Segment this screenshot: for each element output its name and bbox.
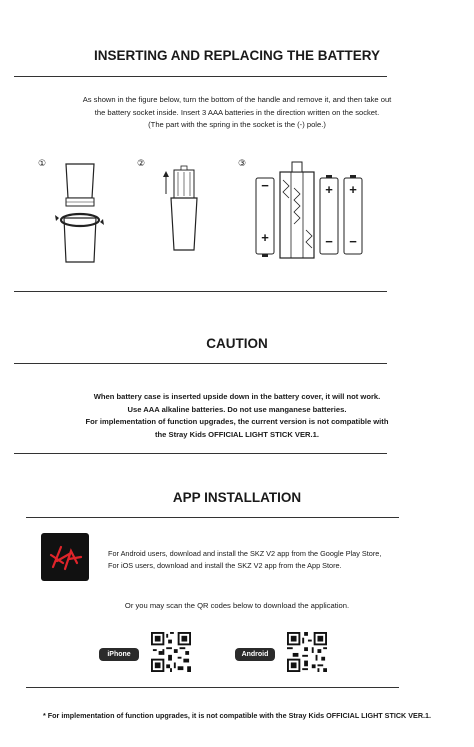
handle-removal-illustration bbox=[50, 162, 110, 266]
android-qr-code[interactable] bbox=[287, 632, 327, 672]
battery-line: the battery socket inside. Insert 3 AAA batteries in the direction written on the socket. bbox=[94, 107, 380, 117]
app-line: For Android users, download and install the SKZ V2 app from the Google Play Store, bbox=[108, 549, 382, 558]
caution-text bbox=[0, 391, 474, 441]
caution-title: CAUTION bbox=[206, 336, 268, 351]
divider bbox=[14, 76, 387, 77]
battery-title: INSERTING AND REPLACING THE BATTERY bbox=[93, 48, 380, 63]
divider bbox=[26, 517, 399, 518]
step-2-marker: ② bbox=[137, 158, 146, 168]
caution-line: the Stray Kids OFFICIAL LIGHT STICK VER.1. bbox=[155, 429, 319, 439]
caution-line: For implementation of function upgrades, the current version is not compatible with bbox=[85, 417, 389, 426]
app-title: APP INSTALLATION bbox=[172, 490, 302, 505]
minus-sign: − bbox=[349, 234, 357, 249]
app-instructions bbox=[108, 548, 381, 572]
plus-sign: + bbox=[349, 182, 357, 197]
battery-line: (The part with the spring in the socket is the (-) pole.) bbox=[148, 120, 326, 129]
divider bbox=[14, 363, 387, 364]
caution-line: When battery case is inserted upside down in the battery cover, it will not work. bbox=[93, 392, 381, 401]
iphone-qr-code[interactable] bbox=[151, 632, 191, 672]
skz-logo bbox=[41, 533, 89, 581]
plus-sign: + bbox=[261, 230, 269, 245]
minus-sign: − bbox=[261, 178, 269, 193]
battery-line: As shown in the figure below, turn the bottom of the handle and remove it, and then take out bbox=[82, 95, 392, 104]
caution-line: Use AAA alkaline batteries. Do not use manganese batteries. bbox=[127, 404, 347, 414]
qr-instruction: Or you may scan the QR codes below to download the application. bbox=[124, 601, 350, 610]
battery-instructions bbox=[0, 94, 474, 132]
socket-removal-illustration bbox=[158, 164, 206, 254]
divider bbox=[14, 453, 387, 454]
plus-sign: + bbox=[325, 182, 333, 197]
divider bbox=[14, 291, 387, 292]
android-label: Android bbox=[235, 648, 275, 661]
iphone-label: iPhone bbox=[99, 648, 139, 661]
divider bbox=[26, 687, 399, 688]
app-line: For iOS users, download and install the SKZ V2 app from the App Store. bbox=[108, 561, 342, 570]
minus-sign: − bbox=[325, 234, 333, 249]
step-1-marker: ① bbox=[38, 158, 47, 168]
step-3-marker: ③ bbox=[238, 158, 247, 168]
skz-app-icon bbox=[41, 533, 89, 581]
footnote: * For implementation of function upgrades, it is not compatible with the Stray Kids OFFICIAL LIGHT STICK VER.1. bbox=[42, 711, 432, 720]
